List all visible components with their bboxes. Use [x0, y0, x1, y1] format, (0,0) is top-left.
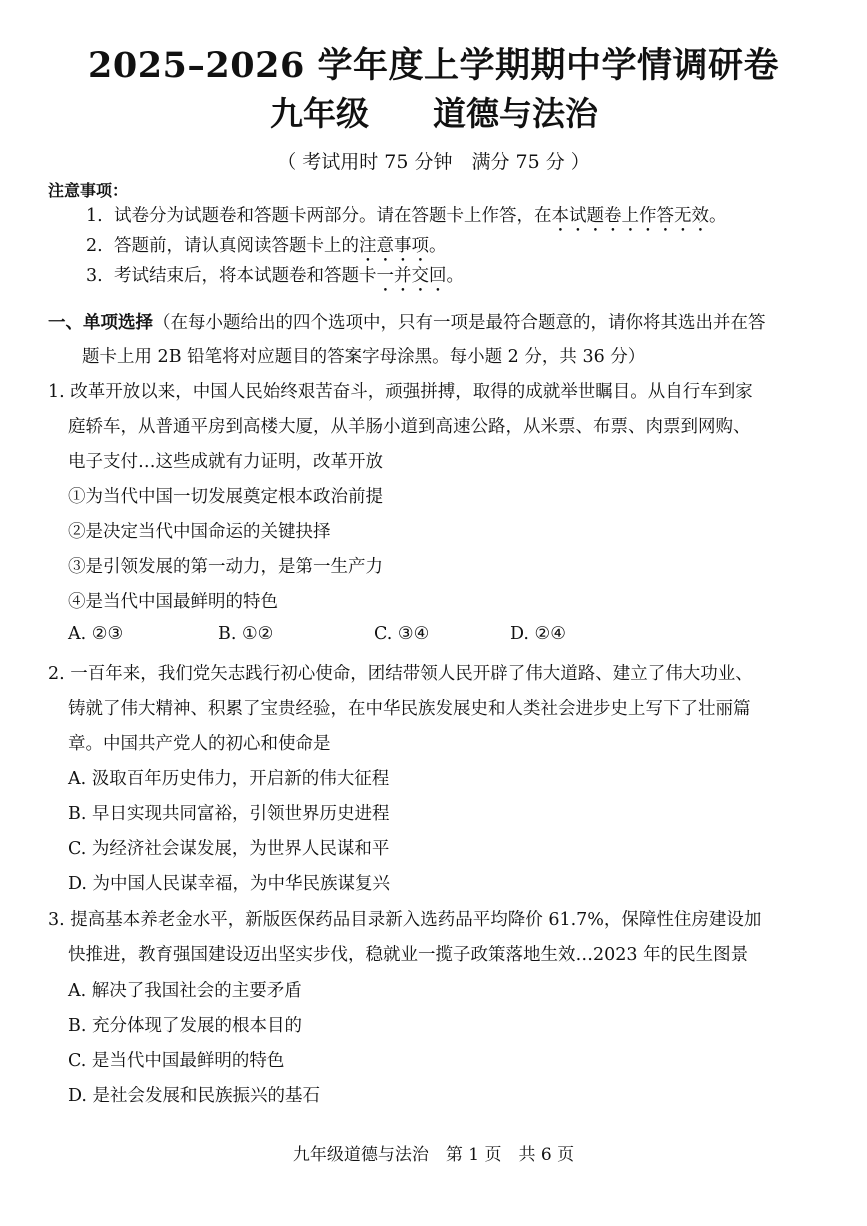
question-2-stem-cont: 铸就了伟大精神、积累了宝贵经验，在中华民族发展史和人类社会进步史上写下了壮丽篇	[68, 699, 751, 719]
notice-text-end: 。	[446, 266, 464, 286]
grade-label: 九年级	[270, 94, 369, 133]
section-instructions: （在每小题给出的四个选项中，只有一项是最符合题意的，请你将其选出并在答	[153, 313, 766, 333]
option-a: A. 解决了我国社会的主要矛盾	[68, 981, 302, 1001]
notice-number: 3.	[86, 266, 103, 286]
notice-text: 答题前，请认真阅读答题卡上的	[114, 236, 359, 256]
option-b: B. 充分体现了发展的根本目的	[68, 1016, 302, 1036]
question-1-stem-cont: 庭轿车，从普通平房到高楼大厦，从羊肠小道到高速公路，从米票、布票、肉票到网购、	[68, 417, 751, 437]
option-a: A. 汲取百年历史伟力，开启新的伟大征程	[68, 769, 390, 789]
notice-heading: 注意事项：	[48, 181, 129, 200]
subject-label: 道德与法治	[433, 94, 598, 133]
notice-emphasis: 注意事项	[359, 236, 429, 256]
notice-text: 试卷分为试题卷和答题卡两部分。请在答题卡上作答，在	[114, 206, 552, 226]
question-1-stem: 1. 改革开放以来，中国人民始终艰苦奋斗，顽强拼搏，取得的成就举世瞩目。从自行车到家	[48, 382, 753, 402]
option-c: C. ③④	[374, 624, 430, 644]
question-1-statement: ④是当代中国最鲜明的特色	[68, 592, 278, 612]
exam-title: 2025–2026 学年度上学期期中学情调研卷	[87, 45, 779, 86]
option-c: C. 是当代中国最鲜明的特色	[68, 1051, 285, 1071]
question-3-stem: 3. 提高基本养老金水平，新版医保药品目录新入选药品平均降价 61.7%，保障性住房建设加	[48, 910, 762, 930]
section-title: 一、单项选择	[48, 313, 153, 333]
option-c: C. 为经济社会谋发展，为世界人民谋和平	[68, 839, 390, 859]
notice-item	[86, 202, 727, 236]
option-d: D. 为中国人民谋幸福，为中华民族谋复兴	[68, 874, 391, 894]
notice-number: 2.	[86, 236, 103, 256]
option-d: D. 是社会发展和民族振兴的基石	[68, 1086, 321, 1106]
notice-emphasis: 本试题卷上作答无效	[551, 206, 709, 226]
notice-item	[86, 232, 447, 266]
option-b: B. ①②	[218, 624, 274, 644]
question-1-statement: ②是决定当代中国命运的关键抉择	[68, 522, 331, 542]
notice-text: 考试结束后，将本试题卷和答题卡	[114, 266, 377, 286]
option-a: A. ②③	[68, 624, 124, 644]
question-1-statement: ①为当代中国一切发展奠定根本政治前提	[68, 487, 383, 507]
exam-info: （ 考试用时 75 分钟 满分 75 分 ）	[277, 151, 590, 173]
page-footer: 九年级道德与法治 第 1 页 共 6 页	[292, 1145, 575, 1165]
question-1-stem-cont: 电子支付…这些成就有力证明，改革开放	[68, 452, 383, 472]
option-b: B. 早日实现共同富裕，引领世界历史进程	[68, 804, 390, 824]
question-2-stem-cont: 章。中国共产党人的初心和使命是	[68, 734, 331, 754]
question-2-stem: 2. 一百年来，我们党矢志践行初心使命，团结带领人民开辟了伟大道路、建立了伟大功业、	[48, 664, 753, 684]
question-1-statement: ③是引领发展的第一动力，是第一生产力	[68, 557, 383, 577]
notice-number: 1.	[86, 206, 103, 226]
section-heading	[48, 309, 766, 334]
question-3-stem-cont: 快推进，教育强国建设迈出坚实步伐，稳就业一揽子政策落地生效…2023 年的民生图景	[68, 945, 749, 965]
notice-item	[86, 262, 464, 296]
notice-emphasis: 一并交回	[376, 266, 447, 286]
notice-text-end: 。	[429, 236, 447, 256]
option-d: D. ②④	[510, 624, 566, 644]
section-instructions-cont: 题卡上用 2B 铅笔将对应题目的答案字母涂黑。每小题 2 分，共 36 分）	[82, 347, 646, 367]
notice-text-end: 。	[709, 206, 727, 226]
